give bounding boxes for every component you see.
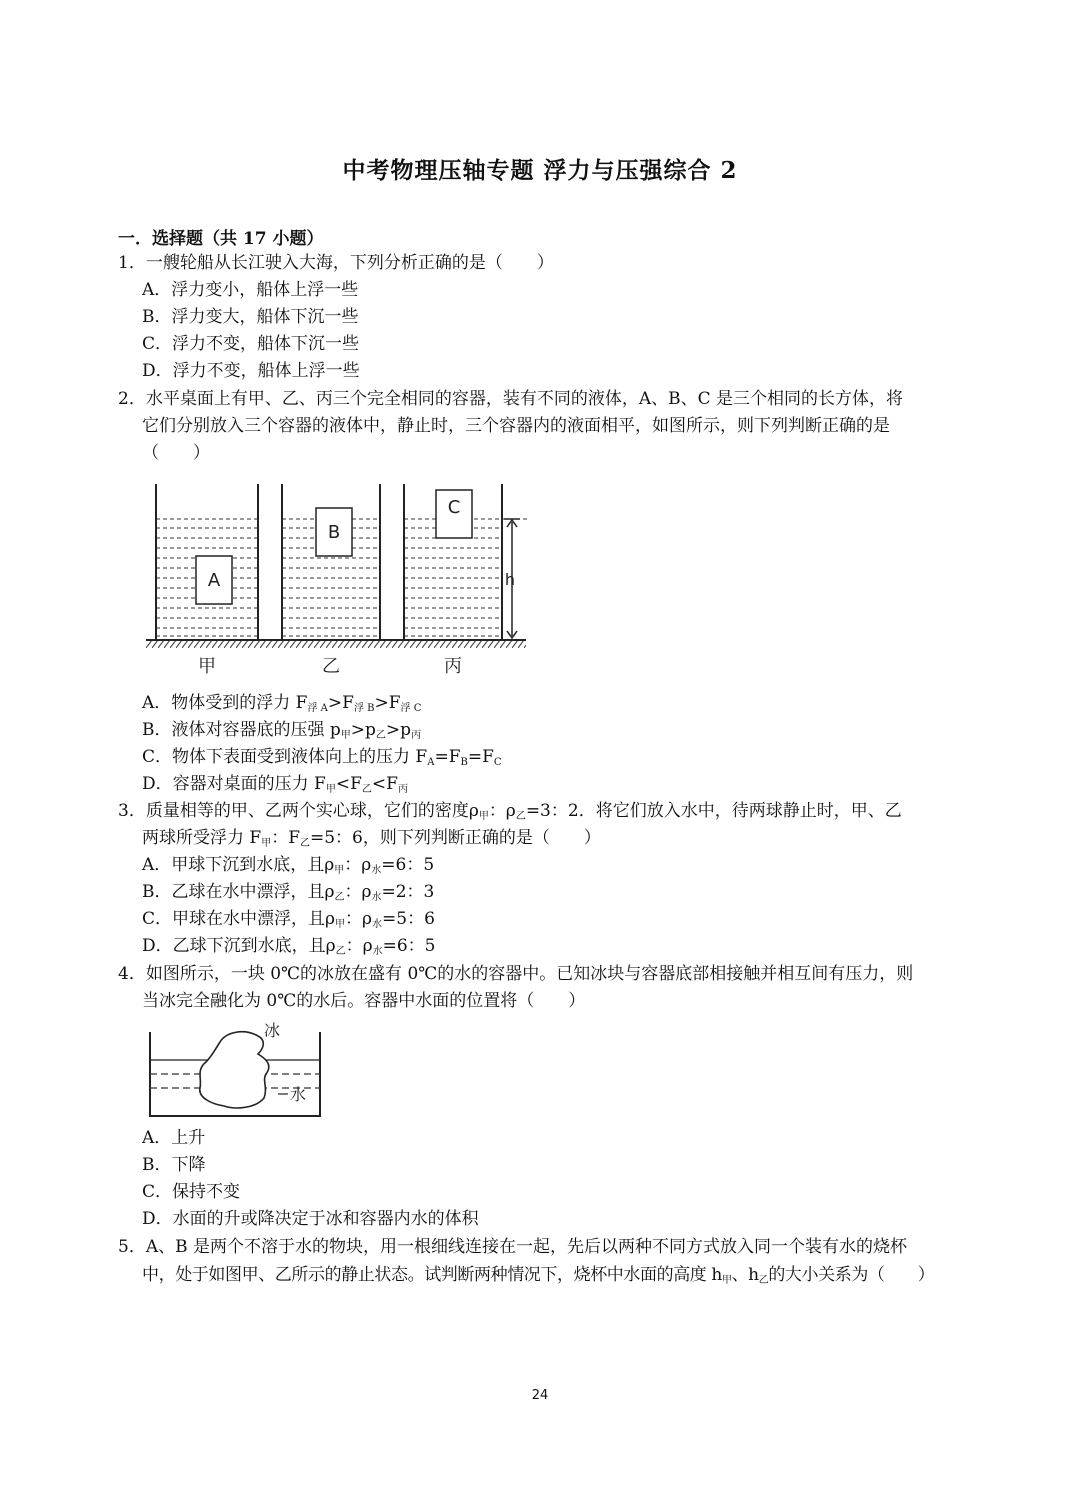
question-4-option-b: B．下降 bbox=[142, 1155, 206, 1175]
question-1-option-c: C．浮力不变，船体下沉一些 bbox=[142, 334, 360, 354]
question-3-option-b: B．乙球在水中漂浮，且$\rho_乙$：$\rho_水=2$：3 bbox=[142, 882, 435, 903]
question-4-stem-line-1: 4．如图所示，一块 0℃的冰放在盛有 0℃的水的容器中。已知冰块与容器底部相接触并相互间有压力，则 bbox=[118, 964, 914, 984]
water-label: 水 bbox=[290, 1085, 307, 1104]
question-2-option-d: D．容器对桌面的压力 $F_甲<F_乙<F_丙$ bbox=[142, 774, 408, 795]
question-3-stem-line-2: 两球所受浮力 $F_甲$：$F_乙=5$：6，则下列判断正确的是（ ） bbox=[142, 828, 601, 849]
container-label-yi: 乙 bbox=[322, 656, 340, 677]
question-4-option-a: A．上升 bbox=[142, 1128, 206, 1148]
question-2-stem-line-1: 2．水平桌面上有甲、乙、丙三个完全相同的容器，装有不同的液体，A、B、C 是三个相同的长方体，将 bbox=[118, 389, 903, 409]
question-2-stem-line-2: 它们分别放入三个容器的液体中，静止时，三个容器内的液面相平，如图所示，则下列判断正确的是 bbox=[142, 416, 890, 436]
page-number: 24 bbox=[531, 1388, 549, 1403]
ice-label: 冰 bbox=[264, 1021, 281, 1040]
question-1-stem: 1．一艘轮船从长江驶入大海，下列分析正确的是（ ） bbox=[118, 253, 554, 273]
question-4-option-d: D．水面的升或降决定于冰和容器内水的体积 bbox=[142, 1209, 479, 1229]
question-1-option-a: A．浮力变小，船体上浮一些 bbox=[142, 280, 359, 300]
containers-figure bbox=[140, 480, 540, 680]
question-3-option-c: C．甲球在水中漂浮，且$\rho_甲$：$\rho_水=5$：6 bbox=[142, 909, 435, 930]
question-1-option-d: D．浮力不变，船体上浮一些 bbox=[142, 361, 360, 381]
block-b bbox=[316, 508, 352, 556]
question-3-option-a: A．甲球下沉到水底，且$\rho_甲$：$\rho_水=6$：5 bbox=[142, 855, 435, 876]
page-title: 中考物理压轴专题 浮力与压强综合 2 bbox=[342, 157, 738, 184]
svg-text:B: B bbox=[327, 522, 341, 543]
question-2-option-a: A．物体受到的浮力 $F_{浮 A}>F_{浮 B}>F_{浮 C}$ bbox=[142, 693, 422, 714]
question-1-option-b: B．浮力变大，船体下沉一些 bbox=[142, 307, 359, 327]
ground-hatch bbox=[146, 641, 526, 648]
question-3-stem-line-1: 3．质量相等的甲、乙两个实心球，它们的密度$\rho_甲$：$\rho_乙=3$：2．将它们放入水中，待两球静止时，甲、乙 bbox=[118, 801, 902, 822]
container-label-jia: 甲 bbox=[198, 656, 216, 677]
block-c bbox=[436, 490, 472, 538]
question-2-option-b: B．液体对容器底的压强 $p_甲>p_乙>p_丙$ bbox=[142, 720, 422, 741]
question-5-stem-line-2: 中，处于如图甲、乙所示的静止状态。试判断两种情况下，烧杯中水面的高度 $h_甲$、$h_乙$的大小关系为（ ） bbox=[142, 1265, 935, 1286]
svg-text:A: A bbox=[207, 570, 221, 591]
section-heading: 一．选择题（共 17 小题） bbox=[118, 229, 324, 249]
question-3-option-d: D．乙球下沉到水底，且$\rho_乙$：$\rho_水=6$：5 bbox=[142, 936, 436, 957]
question-2-option-c: C．物体下表面受到液体向上的压力 $F_A=F_B=F_C$ bbox=[142, 747, 502, 768]
svg-text:C: C bbox=[447, 497, 461, 518]
question-4-stem-line-2: 当冰完全融化为 0℃的水后。容器中水面的位置将（ ） bbox=[142, 991, 586, 1011]
height-label: h bbox=[504, 570, 516, 589]
container-label-bing: 丙 bbox=[444, 656, 462, 677]
block-a bbox=[196, 556, 232, 604]
ice-block bbox=[200, 1032, 269, 1108]
question-2-stem-line-3: （ ） bbox=[142, 443, 210, 463]
ice-water-figure bbox=[140, 1018, 330, 1120]
question-5-stem-line-1: 5．A、B 是两个不溶于水的物块，用一根细线连接在一起，先后以两种不同方式放入同一个装有水的烧杯 bbox=[118, 1237, 907, 1257]
question-4-option-c: C．保持不变 bbox=[142, 1182, 241, 1202]
